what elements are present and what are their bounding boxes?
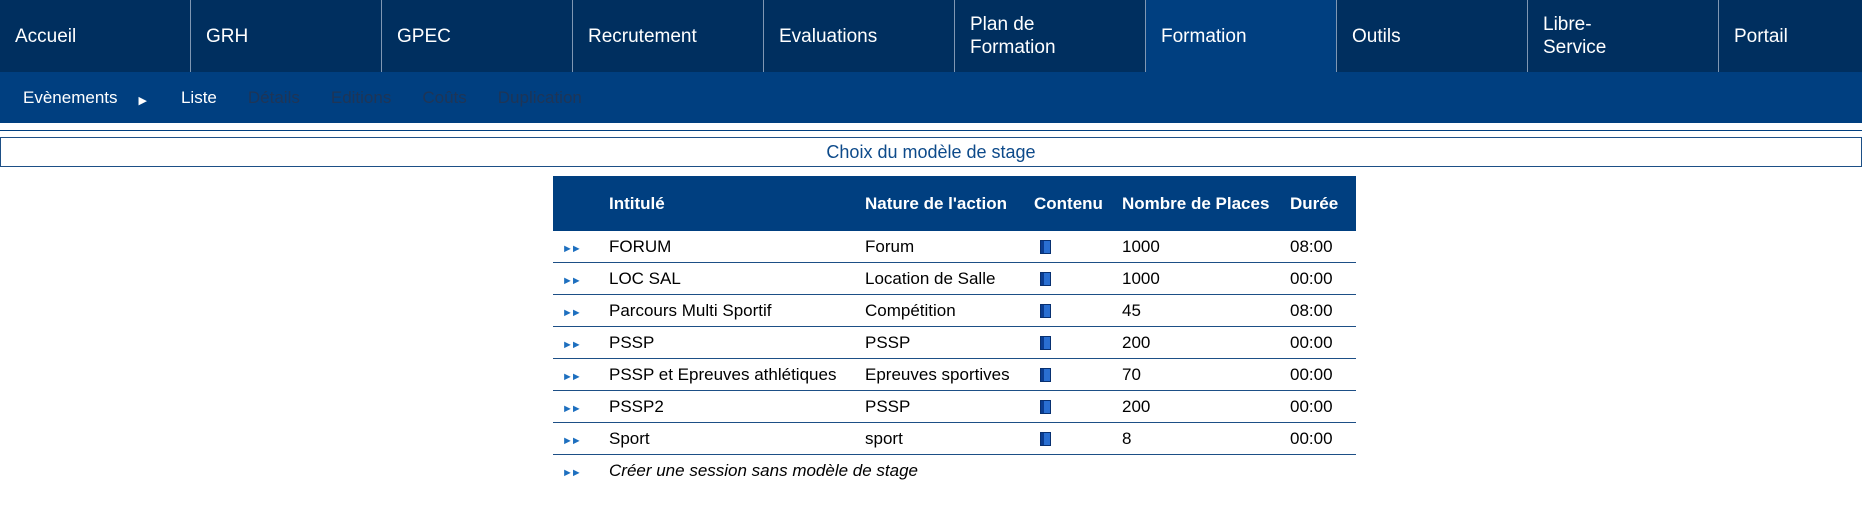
subnav-editions: Editions: [330, 87, 392, 107]
cell-duree: 00:00: [1290, 327, 1356, 359]
separator: [0, 123, 1862, 131]
header-places[interactable]: Nombre de Places: [1122, 176, 1290, 231]
fast-forward-icon[interactable]: ►►: [562, 242, 580, 255]
nav-label: Libre-Service: [1543, 14, 1607, 58]
cell-intitule[interactable]: PSSP: [609, 327, 865, 359]
section-banner: Choix du modèle de stage: [0, 137, 1862, 167]
cell-nature: sport: [865, 423, 1034, 455]
fast-forward-icon[interactable]: ►►: [562, 402, 580, 415]
document-book-icon[interactable]: [1040, 240, 1051, 254]
table-row[interactable]: [553, 423, 1356, 455]
table-row[interactable]: [553, 231, 1356, 263]
subnav-couts: Coûts: [422, 87, 467, 107]
caret-right-icon: ▶: [138, 95, 147, 107]
nav-outils[interactable]: [1337, 0, 1528, 72]
document-book-icon[interactable]: [1040, 400, 1051, 414]
nav-label: Accueil: [15, 25, 77, 47]
nav-label: Formation: [1161, 25, 1247, 47]
document-book-icon[interactable]: [1040, 432, 1051, 446]
subnav-liste[interactable]: Liste: [180, 87, 217, 107]
cell-intitule[interactable]: PSSP2: [609, 391, 865, 423]
header-nature[interactable]: Nature de l'action: [865, 176, 1034, 231]
cell-places: 1000: [1122, 263, 1290, 295]
cell-intitule[interactable]: PSSP et Epreuves athlétiques: [609, 359, 865, 391]
cell-duree: 08:00: [1290, 231, 1356, 263]
document-book-icon[interactable]: [1040, 272, 1051, 286]
top-navigation: [0, 0, 1862, 72]
nav-label: Plan de Formation: [970, 14, 1056, 58]
nav-label: Evaluations: [779, 25, 878, 47]
cell-intitule[interactable]: FORUM: [609, 231, 865, 263]
nav-label: GPEC: [397, 25, 451, 47]
cell-nature: PSSP: [865, 391, 1034, 423]
nav-recrutement[interactable]: [573, 0, 764, 72]
stage-model-table: [553, 176, 1356, 486]
nav-label: Outils: [1352, 25, 1401, 47]
cell-intitule[interactable]: LOC SAL: [609, 263, 865, 295]
cell-intitule[interactable]: Parcours Multi Sportif: [609, 295, 865, 327]
subnav-details: Détails: [247, 87, 300, 107]
header-spacer: [553, 176, 609, 231]
fast-forward-icon[interactable]: ►►: [562, 306, 580, 319]
nav-gpec[interactable]: [382, 0, 573, 72]
cell-duree: 08:00: [1290, 295, 1356, 327]
cell-places: 45: [1122, 295, 1290, 327]
document-book-icon[interactable]: [1040, 304, 1051, 318]
table-row[interactable]: [553, 391, 1356, 423]
cell-intitule[interactable]: Sport: [609, 423, 865, 455]
nav-accueil[interactable]: [0, 0, 191, 72]
fast-forward-icon[interactable]: ►►: [562, 338, 580, 351]
cell-places: 8: [1122, 423, 1290, 455]
sub-navigation: [0, 72, 1862, 123]
subnav-evenements[interactable]: Evènements: [23, 87, 118, 107]
header-intitule[interactable]: Intitulé: [609, 176, 865, 231]
nav-label: Portail: [1734, 25, 1788, 47]
cell-duree: 00:00: [1290, 391, 1356, 423]
cell-duree: 00:00: [1290, 263, 1356, 295]
table-header-row: [553, 176, 1356, 231]
fast-forward-icon[interactable]: ►►: [562, 434, 580, 447]
nav-evaluations[interactable]: [764, 0, 955, 72]
header-contenu[interactable]: Contenu: [1034, 176, 1122, 231]
table-row[interactable]: [553, 359, 1356, 391]
cell-nature: Forum: [865, 231, 1034, 263]
table-row[interactable]: [553, 263, 1356, 295]
fast-forward-icon[interactable]: ►►: [562, 466, 580, 479]
cell-places: 1000: [1122, 231, 1290, 263]
fast-forward-icon[interactable]: ►►: [562, 370, 580, 383]
cell-nature: Compétition: [865, 295, 1034, 327]
cell-duree: 00:00: [1290, 359, 1356, 391]
header-duree[interactable]: Durée: [1290, 176, 1356, 231]
nav-libre-service[interactable]: [1528, 0, 1719, 72]
nav-label: Recrutement: [588, 25, 697, 47]
nav-grh[interactable]: [191, 0, 382, 72]
subnav-duplication: Duplication: [497, 87, 582, 107]
cell-duree: 00:00: [1290, 423, 1356, 455]
document-book-icon[interactable]: [1040, 336, 1051, 350]
nav-portail[interactable]: [1719, 0, 1862, 72]
fast-forward-icon[interactable]: ►►: [562, 274, 580, 287]
cell-places: 200: [1122, 391, 1290, 423]
table-row[interactable]: [553, 327, 1356, 359]
nav-formation[interactable]: [1146, 0, 1337, 72]
create-session-row[interactable]: [553, 455, 1356, 487]
cell-nature: PSSP: [865, 327, 1034, 359]
document-book-icon[interactable]: [1040, 368, 1051, 382]
cell-places: 200: [1122, 327, 1290, 359]
nav-plan-de-formation[interactable]: [955, 0, 1146, 72]
cell-nature: Epreuves sportives: [865, 359, 1034, 391]
cell-places: 70: [1122, 359, 1290, 391]
table-row[interactable]: [553, 295, 1356, 327]
cell-nature: Location de Salle: [865, 263, 1034, 295]
nav-label: GRH: [206, 25, 249, 47]
create-session-link[interactable]: Créer une session sans modèle de stage: [609, 460, 919, 480]
